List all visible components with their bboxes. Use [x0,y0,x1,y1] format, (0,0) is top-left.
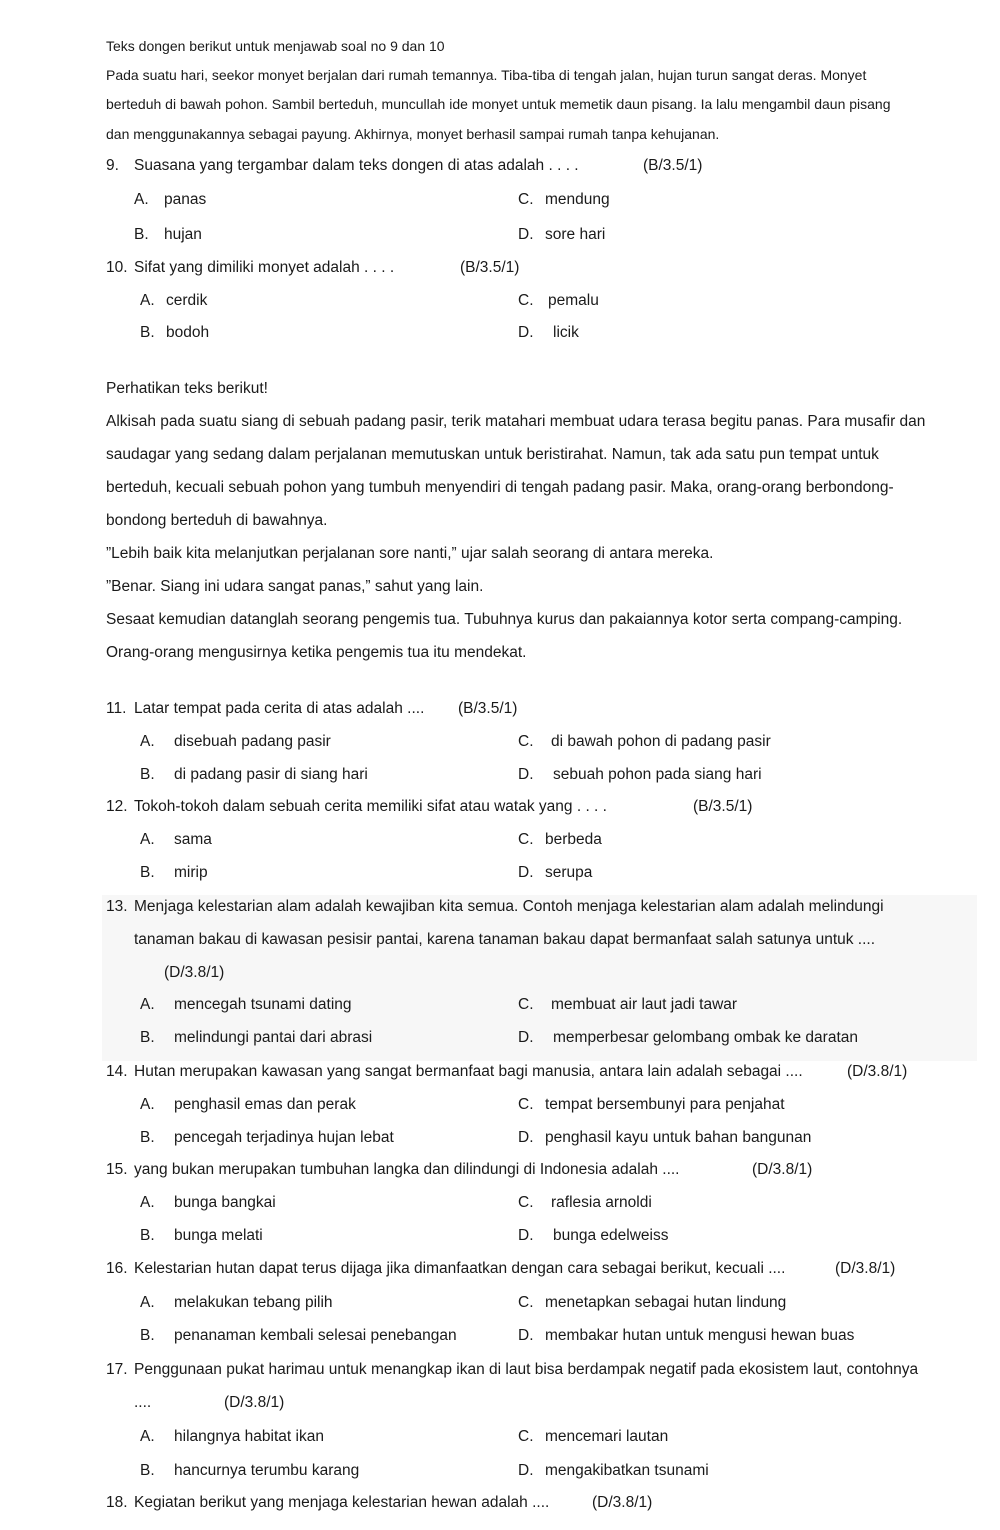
option-text: penghasil emas dan perak [174,1096,356,1113]
option-text: di padang pasir di siang hari [174,766,368,783]
option-letter: B. [140,1227,155,1244]
question-tag: (B/3.5/1) [458,700,518,717]
option-text: membakar hutan untuk mengusi hewan buas [545,1327,855,1344]
question-text: Sifat yang dimiliki monyet adalah . . . . [134,259,395,276]
option-letter: C. [518,1294,534,1311]
option-text: penanaman kembali selesai penebangan [174,1327,457,1344]
option-letter: C. [518,831,534,848]
question-number: 14. [106,1063,128,1080]
option-text: mencegah tsunami dating [174,996,352,1013]
option-text: bunga bangkai [174,1194,276,1211]
option-text: berbeda [545,831,602,848]
option-text: mirip [174,864,208,881]
question-text-continued: .... [134,1394,152,1411]
intro-line: berteduh di bawah pohon. Sambil berteduh, muncullah ide monyet untuk memetik daun pisang. Ia lalu mengambil daun pisang [106,96,891,112]
option-letter: D. [518,226,534,243]
question-number: 17. [106,1361,128,1378]
option-letter: B. [140,1462,155,1479]
question-text: yang bukan merupakan tumbuhan langka dan dilindungi di Indonesia adalah .... [134,1161,680,1178]
option-text: tempat bersembunyi para penjahat [545,1096,785,1113]
option-letter: B. [140,324,155,341]
option-text: raflesia arnoldi [551,1194,652,1211]
option-letter: D. [518,324,534,341]
option-letter: A. [140,733,155,750]
question-text-continued: tanaman bakau di kawasan pesisir pantai, karena tanaman bakau dapat bermanfaat salah satunya untuk .... [134,931,876,948]
option-letter: D. [518,1462,534,1479]
question-text: Hutan merupakan kawasan yang sangat bermanfaat bagi manusia, antara lain adalah sebagai .... [134,1063,803,1080]
option-text: menetapkan sebagai hutan lindung [545,1294,787,1311]
option-text: hilangnya habitat ikan [174,1428,324,1445]
passage-line: saudagar yang sedang dalam perjalanan memutuskan untuk beristirahat. Namun, tak ada satu pun tempat untuk [106,446,879,463]
passage-line: ”Benar. Siang ini udara sangat panas,” sahut yang lain. [106,578,484,595]
question-tag: (B/3.5/1) [460,259,520,276]
option-letter: B. [134,226,149,243]
question-text: Kegiatan berikut yang menjaga kelestarian hewan adalah .... [134,1494,550,1511]
option-letter: C. [518,191,534,208]
question-number: 18. [106,1494,128,1511]
question-number: 16. [106,1260,128,1277]
option-text: penghasil kayu untuk bahan bangunan [545,1129,812,1146]
option-text: hancurnya terumbu karang [174,1462,360,1479]
option-letter: B. [140,864,155,881]
option-text: disebuah padang pasir [174,733,331,750]
question-tag: (B/3.5/1) [693,798,753,815]
option-text: di bawah pohon di padang pasir [551,733,771,750]
passage-line: bondong berteduh di bawahnya. [106,512,328,529]
option-letter: A. [140,292,155,309]
option-text: melakukan tebang pilih [174,1294,333,1311]
option-text: hujan [164,226,202,243]
option-letter: A. [134,191,149,208]
question-text: Suasana yang tergambar dalam teks dongen di atas adalah . . . . [134,157,579,174]
option-letter: C. [518,1194,534,1211]
question-tag: (B/3.5/1) [643,157,703,174]
option-letter: B. [140,1029,155,1046]
question-tag: (D/3.8/1) [224,1394,285,1411]
option-letter: D. [518,1129,534,1146]
passage-line: berteduh, kecuali sebuah pohon yang tumbuh menyendiri di tengah padang pasir. Maka, orang-orang berbondong- [106,479,894,496]
option-letter: D. [518,1327,534,1344]
option-letter: A. [140,996,155,1013]
option-letter: A. [140,831,155,848]
option-text: serupa [545,864,593,881]
question-tag: (D/3.8/1) [164,964,225,981]
option-letter: A. [140,1096,155,1113]
option-letter: B. [140,766,155,783]
option-text: bodoh [166,324,210,341]
question-tag: (D/3.8/1) [592,1494,653,1511]
passage-heading: Perhatikan teks berikut! [106,380,268,397]
option-text: mengakibatkan tsunami [545,1462,709,1479]
question-number: 9. [106,157,119,174]
intro-line: dan menggunakannya sebagai payung. Akhirnya, monyet berhasil sampai rumah tanpa kehujanan. [106,126,720,142]
option-text: bunga melati [174,1227,263,1244]
question-text: Tokoh-tokoh dalam sebuah cerita memiliki sifat atau watak yang . . . . [134,798,607,815]
option-text: membuat air laut jadi tawar [551,996,738,1013]
option-letter: C. [518,996,534,1013]
option-letter: D. [518,1029,534,1046]
question-number: 12. [106,798,128,815]
passage-line: Orang-orang mengusirnya ketika pengemis tua itu mendekat. [106,644,527,661]
question-text: Kelestarian hutan dapat terus dijaga jika dimanfaatkan dengan cara sebagai berikut, kecuali .... [134,1260,786,1277]
passage-line: Sesaat kemudian datanglah seorang pengemis tua. Tubuhnya kurus dan pakaiannya kotor serta compang-camping. [106,611,903,628]
question-number: 13. [106,898,128,915]
option-letter: D. [518,1227,534,1244]
question-text: Latar tempat pada cerita di atas adalah .... [134,700,425,717]
option-letter: D. [518,864,534,881]
option-text: melindungi pantai dari abrasi [174,1029,373,1046]
option-letter: C. [518,292,534,309]
option-text: sebuah pohon pada siang hari [553,766,762,783]
option-letter: B. [140,1327,155,1344]
option-text: cerdik [166,292,208,309]
intro-line: Pada suatu hari, seekor monyet berjalan dari rumah temannya. Tiba-tiba di tengah jalan, hujan turun sangat deras. Monyet [106,67,867,83]
option-text: sore hari [545,226,606,243]
intro-heading: Teks dongen berikut untuk menjawab soal no 9 dan 10 [106,38,445,54]
option-text: panas [164,191,207,208]
option-text: mendung [545,191,610,208]
option-text: pencegah terjadinya hujan lebat [174,1129,394,1146]
question-text: Menjaga kelestarian alam adalah kewajiban kita semua. Contoh menjaga kelestarian alam adalah melindungi [134,898,884,915]
option-letter: B. [140,1129,155,1146]
question-tag: (D/3.8/1) [835,1260,896,1277]
option-letter: A. [140,1428,155,1445]
option-letter: D. [518,766,534,783]
option-letter: C. [518,1428,534,1445]
option-text: bunga edelweiss [553,1227,669,1244]
option-text: licik [553,324,579,341]
question-tag: (D/3.8/1) [847,1063,908,1080]
option-text: mencemari lautan [545,1428,669,1445]
option-letter: A. [140,1294,155,1311]
question-number: 15. [106,1161,128,1178]
question-number: 11. [106,700,127,717]
option-letter: A. [140,1194,155,1211]
passage-line: Alkisah pada suatu siang di sebuah padang pasir, terik matahari membuat udara terasa begitu panas. Para musafir dan [106,413,926,430]
question-number: 10. [106,259,128,276]
question-text: Penggunaan pukat harimau untuk menangkap ikan di laut bisa berdampak negatif pada ekosistem laut, contohnya [134,1361,919,1378]
question-tag: (D/3.8/1) [752,1161,813,1178]
passage-line: ”Lebih baik kita melanjutkan perjalanan sore nanti,” ujar salah seorang di antara mereka. [106,545,714,562]
option-letter: C. [518,1096,534,1113]
option-text: sama [174,831,212,848]
option-text: pemalu [548,292,599,309]
option-letter: C. [518,733,534,750]
option-text: memperbesar gelombang ombak ke daratan [553,1029,859,1046]
